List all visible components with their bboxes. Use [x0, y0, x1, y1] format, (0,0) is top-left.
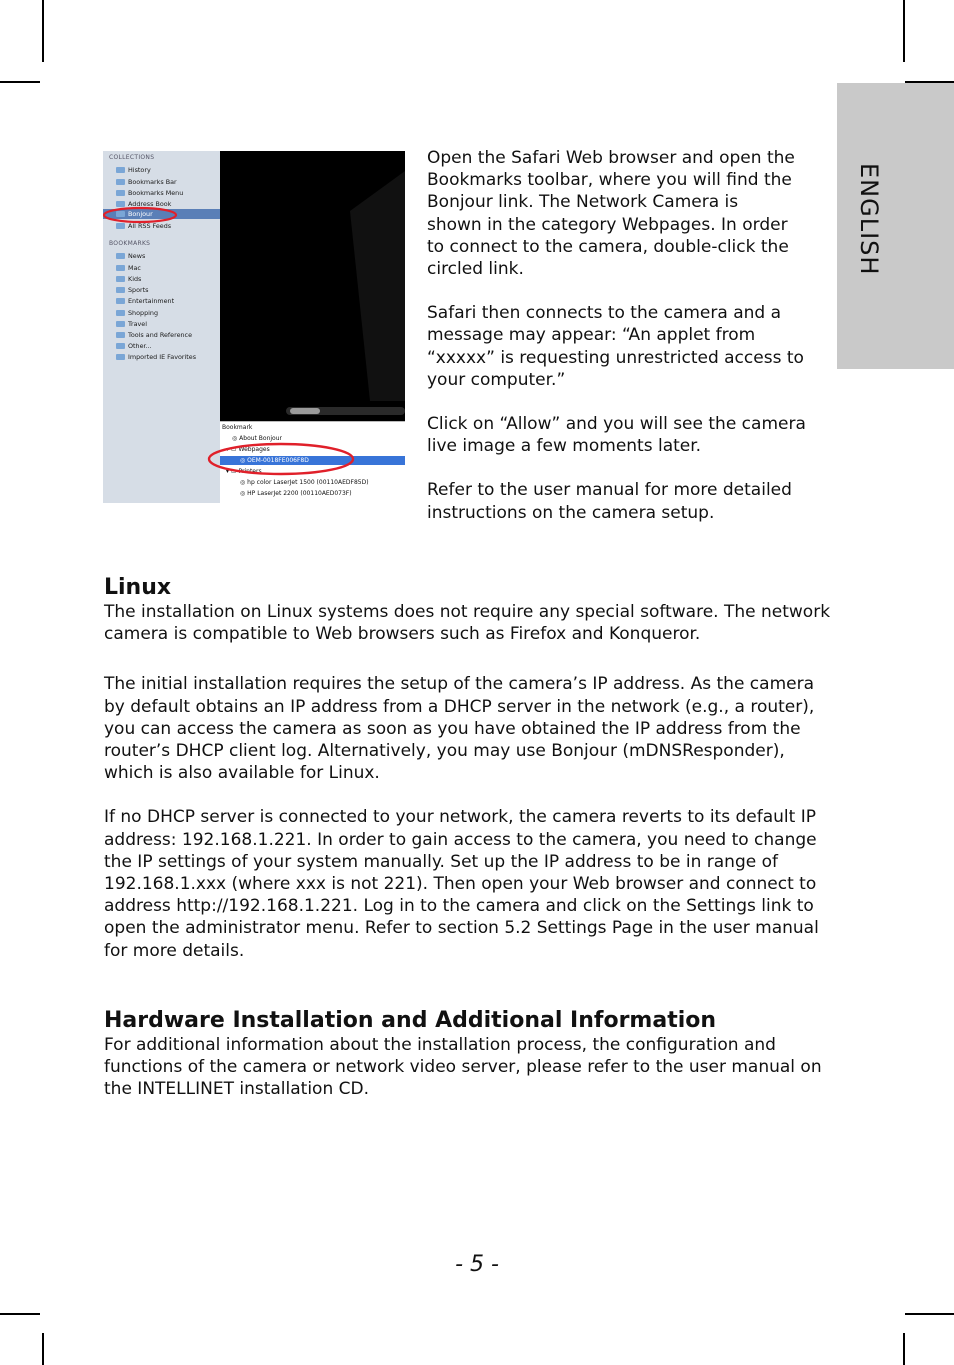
bookmark-item-about-bonjour: ◎ About Bonjour — [232, 435, 282, 442]
sidebar-item-history: History — [116, 166, 151, 174]
sidebar-folder: Kids — [116, 275, 141, 283]
bookmark-folder-printers: ▾ ▭ Printers — [226, 468, 262, 475]
hardware-heading: Hardware Installation and Additional Information — [104, 1008, 717, 1033]
sidebar-item-bookmarks-bar: Bookmarks Bar — [116, 178, 177, 186]
bookmark-item-printer: ◎ HP LaserJet 2200 (00110AED073F) — [240, 490, 352, 497]
sidebar-folder: Entertainment — [116, 297, 174, 305]
sidebar-folder: Mac — [116, 264, 141, 272]
crop-mark — [903, 0, 905, 62]
crop-mark — [905, 1313, 954, 1315]
intro-paragraph: Open the Safari Web browser and open the Bookmarks toolbar, where you will find the Bonjour link. The Network Camera is shown in the category Webpages. In order to connect to the camera, double-click the circled link. — [427, 148, 795, 280]
sidebar-bookmarks-heading: BOOKMARKS — [109, 240, 151, 247]
safari-bonjour-screenshot — [103, 151, 405, 503]
sidebar-item-rss: All RSS Feeds — [116, 222, 171, 230]
sidebar-item-bonjour: Bonjour — [116, 210, 153, 218]
crop-mark — [0, 81, 40, 83]
bookmark-item-printer: ◎ hp color LaserJet 1500 (00110AEDF85D) — [240, 479, 369, 486]
crop-mark — [42, 1333, 44, 1365]
sidebar-folder: Other... — [116, 342, 152, 350]
sidebar-item-bookmarks-menu: Bookmarks Menu — [116, 189, 183, 197]
crop-mark — [42, 0, 44, 62]
sidebar-folder: Shopping — [116, 309, 158, 317]
intro-paragraph: Safari then connects to the camera and a message may appear: “An applet from “xxxxx” is requesting unrestricted access to your computer.” — [427, 303, 804, 390]
sidebar-item-address-book: Address Book — [116, 200, 171, 208]
language-tab — [837, 83, 954, 369]
camera-highlight-circle — [209, 444, 353, 474]
sidebar-folder: Travel — [116, 320, 147, 328]
linux-paragraph: The installation on Linux systems does not require any special software. The network camera is compatible to Web browsers such as Firefox and Konqueror. — [104, 602, 831, 645]
intro-paragraph: Refer to the user manual for more detailed instructions on the camera setup. — [427, 480, 792, 523]
linux-heading: Linux — [104, 575, 172, 600]
crop-mark — [903, 1333, 905, 1365]
sidebar-folder: Imported IE Favorites — [116, 353, 196, 361]
language-tab-label: ENGLISH — [855, 163, 883, 276]
crop-mark — [0, 1313, 40, 1315]
bonjour-highlight-circle — [104, 208, 176, 222]
highlight-circles — [103, 151, 405, 503]
intro-paragraph: Click on “Allow” and you will see the camera live image a few moments later. — [427, 414, 806, 457]
hardware-section — [104, 1034, 844, 1101]
sidebar-collections-heading: COLLECTIONS — [109, 154, 155, 161]
bookmark-item-camera: ◎ OEM-0018FE006F8D — [240, 457, 309, 464]
bookmark-folder-webpages: ▾ ▭ Webpages — [226, 446, 270, 453]
linux-paragraph: The initial installation requires the setup of the camera’s IP address. As the camera by default obtains an IP address from a DHCP server in the network (e.g., a router), you can access the camera as soon as you have obtained the IP address from the router’s DHCP client log. Alternatively, you may use Bonjour (mDNSResponder), which is also available for Linux. — [104, 674, 815, 784]
bookmark-panel-header: Bookmark — [222, 424, 253, 431]
sidebar-folder: Tools and Reference — [116, 331, 192, 339]
intro-text — [427, 147, 837, 524]
sidebar-folder: News — [116, 252, 145, 260]
sidebar-folder: Sports — [116, 286, 149, 294]
hardware-paragraph: For additional information about the installation process, the configuration and functions of the camera or network video server, please refer to the user manual on the INTELLINET installation CD. — [104, 1035, 822, 1100]
linux-section — [104, 601, 844, 962]
page-number: - 5 - — [455, 1252, 499, 1277]
linux-paragraph: If no DHCP server is connected to your network, the camera reverts to its default IP address: 192.168.1.221. In order to gain access to the camera, you need to change the IP settings of your system manually. Set up the IP address to be in range of 192.168.1.xxx (where xxx is not 221). Then open your Web browser and connect to address http://192.168.1.221. Log in to the camera and click on the Settings link to open the administrator menu. Refer to section 5.2 Settings Page in the user manual for more details. — [104, 807, 819, 961]
